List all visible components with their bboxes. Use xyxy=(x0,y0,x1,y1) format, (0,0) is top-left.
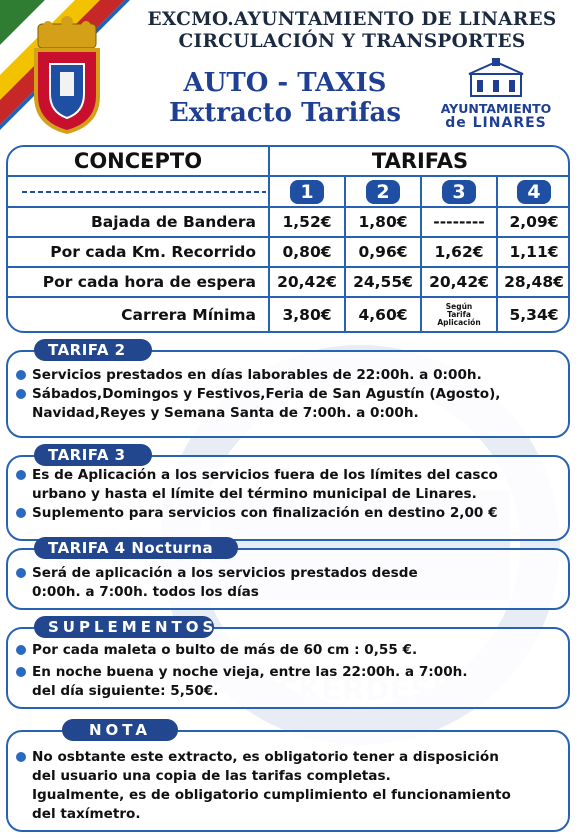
tariff-number-4: 4 xyxy=(517,180,551,204)
table-cell: 1,80€ xyxy=(344,206,422,238)
table-cell: 4,60€ xyxy=(344,296,422,332)
tariff-number-2: 2 xyxy=(366,180,400,204)
concept-header: CONCEPTO xyxy=(8,147,270,177)
tarifa3-section xyxy=(6,455,570,541)
cell-text: Tarifa xyxy=(447,310,471,319)
logo-text-line-1: AYUNTAMIENTO xyxy=(440,101,552,116)
item-text: 0:00h. a 7:00h. todos los días xyxy=(32,584,259,600)
item-text: Por cada maleta o bulto de más de 60 cm : 0,55 €. xyxy=(32,642,418,658)
table-cell: 0,96€ xyxy=(344,236,422,268)
tariff-table xyxy=(6,145,570,333)
item-text: del usuario una copia de las tarifas completas. xyxy=(32,768,391,784)
list-item xyxy=(16,504,562,523)
tarifa2-section xyxy=(6,350,570,438)
nota-section xyxy=(6,730,570,832)
cell-text: Aplicación xyxy=(437,318,481,327)
bullet-icon xyxy=(16,645,26,655)
bullet-icon xyxy=(16,370,26,380)
suplementos-tab: SUPLEMENTOS xyxy=(34,616,214,638)
item-text: Será de aplicación a los servicios prestados desde xyxy=(32,565,418,581)
list-item xyxy=(16,485,562,504)
tariff-number-1: 1 xyxy=(290,180,324,204)
header-line-2: CIRCULACIÓN Y TRANSPORTES xyxy=(178,31,526,52)
bullet-icon xyxy=(16,389,26,399)
tariff-header-cell xyxy=(420,175,498,208)
tariff-header-cell xyxy=(268,175,346,208)
table-cell: 2,09€ xyxy=(496,206,570,238)
bullet-icon xyxy=(16,470,26,480)
list-item xyxy=(16,404,562,423)
item-text: del día siguiente: 5,50€. xyxy=(32,683,219,699)
bullet-icon xyxy=(16,752,26,762)
item-text: En noche buena y noche vieja, entre las 22:00h. a 7:00h. xyxy=(32,664,468,680)
nota-tab: NOTA xyxy=(62,719,178,741)
bullet-icon xyxy=(16,568,26,578)
tariff-header-cell xyxy=(344,175,422,208)
tarifa4-tab: TARIFA 4 Nocturna xyxy=(34,537,238,559)
list-item xyxy=(16,564,562,583)
list-item xyxy=(16,663,562,682)
item-text: Servicios prestados en días laborables de 22:00h. a 0:00h. xyxy=(32,367,482,383)
table-cell: 5,34€ xyxy=(496,296,570,332)
table-cell: 1,11€ xyxy=(496,236,570,268)
item-text: No osbtante este extracto, es obligatorio tener a disposición xyxy=(32,749,499,765)
list-item xyxy=(16,786,562,805)
cell-text: Según xyxy=(445,302,473,311)
list-item xyxy=(16,366,562,385)
item-text: Navidad,Reyes y Semana Santa de 7:00h. a 0:00h. xyxy=(32,405,419,421)
list-item xyxy=(16,748,562,767)
table-cell: 1,52€ xyxy=(268,206,346,238)
table-cell: 20,42€ xyxy=(268,266,346,298)
coat-of-arms-icon xyxy=(28,16,106,134)
ayuntamiento-logo xyxy=(440,58,552,130)
table-cell: 28,48€ xyxy=(496,266,570,298)
logo-text-line-2: de LINARES xyxy=(445,115,547,131)
tariffs-header: TARIFAS xyxy=(268,147,570,177)
page-subtitle: Extracto Tarifas xyxy=(168,98,402,128)
item-text: Igualmente, es de obligatorio cumplimiento el funcionamiento xyxy=(32,787,511,803)
header-line-1: EXCMO.AYUNTAMIENTO DE LINARES xyxy=(147,9,557,30)
table-cell: 3,80€ xyxy=(268,296,346,332)
suplementos-section xyxy=(6,627,570,709)
item-text: del taxímetro. xyxy=(32,806,141,822)
tariff-header-cell xyxy=(496,175,570,208)
row-label-hora: Por cada hora de espera xyxy=(8,266,270,298)
row-label-carrera: Carrera Mínima xyxy=(8,296,270,332)
row-label-bandera: Bajada de Bandera xyxy=(8,206,270,238)
list-item xyxy=(16,805,562,824)
list-item xyxy=(16,385,562,404)
table-cell: -------- xyxy=(420,206,498,238)
table-cell: 1,62€ xyxy=(420,236,498,268)
list-item xyxy=(16,641,562,660)
tariff-number-3: 3 xyxy=(442,180,476,204)
tarifa2-tab: TARIFA 2 xyxy=(34,339,152,361)
table-cell: 0,80€ xyxy=(268,236,346,268)
bullet-icon xyxy=(16,508,26,518)
page-title: AUTO - TAXIS xyxy=(183,68,387,98)
item-text: urbano y hasta el límite del término municipal de Linares. xyxy=(32,486,477,502)
item-text: Sábados,Domingos y Festivos,Feria de San Agustín (Agosto), xyxy=(32,386,501,402)
item-text: Suplemento para servicios con finalización en destino 2,00 € xyxy=(32,505,498,521)
list-item xyxy=(16,767,562,786)
concept-spacer xyxy=(8,175,270,208)
table-cell: 24,55€ xyxy=(344,266,422,298)
tarifa3-tab: TARIFA 3 xyxy=(34,444,152,466)
list-item xyxy=(16,466,562,485)
row-label-km: Por cada Km. Recorrido xyxy=(8,236,270,268)
town-hall-icon xyxy=(461,58,531,98)
list-item xyxy=(16,583,562,602)
item-text: Es de Aplicación a los servicios fuera de los límites del casco xyxy=(32,467,498,483)
bullet-icon xyxy=(16,667,26,677)
table-cell: 20,42€ xyxy=(420,266,498,298)
list-item xyxy=(16,682,562,701)
table-cell-according-tariff xyxy=(420,296,498,332)
